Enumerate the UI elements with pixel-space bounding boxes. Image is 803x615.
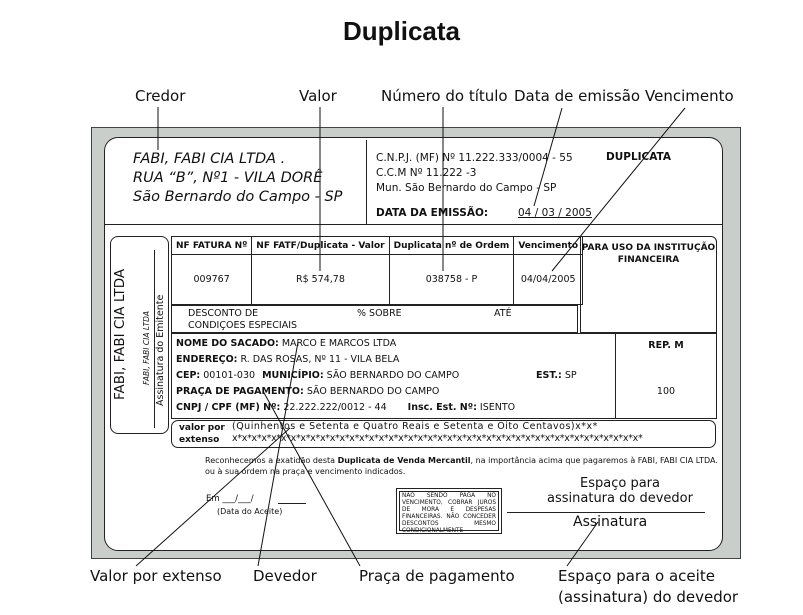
acceptance-statement-line1	[205, 455, 718, 466]
page-title: Duplicata	[342, 16, 461, 46]
emission-date-label: DATA DA EMISSÃO:	[376, 207, 489, 219]
callout-devedor: Devedor	[253, 567, 317, 585]
acceptance-date: Em ___/___/	[206, 494, 254, 504]
debtor-signature-space-line1: Espaço para	[580, 476, 660, 491]
callout-credor: Credor	[135, 87, 186, 105]
debtor-signature-space-line2: assinatura do devedor	[547, 491, 693, 506]
cell-ordem: 038758 - P	[389, 255, 514, 305]
callout-vencimento: Vencimento	[645, 87, 734, 105]
drawee-address: R. DAS ROSAS, Nº 11 - VILA BELA	[240, 354, 400, 365]
drawee-address-label: ENDEREÇO:	[176, 354, 238, 365]
state-value: SP	[564, 370, 577, 381]
cep-value: 00101-030	[203, 370, 256, 381]
municipality-line: Mun. São Bernardo do Campo - SP	[376, 182, 557, 194]
header-divider	[366, 140, 367, 224]
amount-in-words-label	[179, 422, 225, 446]
payment-place-value: SÃO BERNARDO DO CAMPO	[306, 386, 440, 397]
rep-label: REP. M	[648, 340, 684, 351]
creditor-city: São Bernardo do Campo - SP	[133, 189, 343, 205]
debtor-signature-line	[507, 512, 705, 513]
acceptance-date-label: (Data do Aceite)	[217, 507, 283, 516]
municipio-value: SÃO BERNARDO DO CAMPO	[326, 370, 460, 381]
state-line	[536, 370, 577, 381]
col-nf-fatura: NF FATURA Nº	[172, 237, 252, 255]
municipio-label: MUNICÍPIO:	[262, 370, 324, 381]
state-registration: ISENTO	[479, 402, 516, 413]
callout-numero-titulo: Número do título	[381, 87, 508, 105]
callout-valor-extenso: Valor por extenso	[90, 567, 222, 585]
col-ordem: Duplicata nº de Ordem	[389, 237, 514, 255]
acceptance-statement	[205, 455, 718, 477]
drawee-name-line	[176, 338, 396, 349]
cep-label: CEP:	[176, 370, 201, 381]
rep-value: 100	[656, 386, 676, 397]
cell-vencimento: 04/04/2005	[514, 255, 583, 305]
drawee-address-line	[176, 354, 399, 365]
acceptance-statement-line2: ou à sua ordem na praça e vencimento indicados.	[205, 467, 406, 476]
acceptance-text-a: Reconhecemos a exatidão desta	[205, 456, 338, 465]
amount-in-words: (Quinhentos e Setenta e Quatro Reais e Setenta e Oito Centavos)x*x*	[232, 421, 598, 432]
drawee-cnpj-line	[176, 402, 515, 413]
payment-place-line	[176, 386, 439, 397]
cnpj-line: C.N.P.J. (MF) Nº 11.222.333/0004 - 55	[376, 152, 573, 164]
state-registration-label: Insc. Est. Nº:	[407, 402, 477, 413]
side-company-name: FABI, FABI CIA LTDA	[112, 268, 128, 400]
callout-espaco-aceite-2: (assinatura) do devedor	[558, 588, 739, 606]
invoice-table	[171, 236, 583, 305]
creditor-address: RUA “B”, Nº1 - VILA DORÊ	[133, 170, 323, 186]
col-vencimento: Vencimento	[514, 237, 583, 255]
amount-in-words-label-1: valor por	[179, 423, 225, 433]
issuer-signature-label: Assinatura do Emitente	[155, 294, 166, 406]
financial-institution-label: PARA USO DA INSTITUÇÃO FINANCEIRA	[581, 243, 716, 265]
ccm-line: C.C.M Nº 11.222 -3	[376, 167, 477, 179]
discount-label	[188, 308, 297, 332]
discount-label-line1: DESCONTO DE	[188, 308, 259, 319]
drawee-cep-line	[176, 370, 459, 381]
debtor-signature-space	[540, 476, 700, 506]
drawee-cnpj: 22.222.222/0012 - 44	[283, 402, 387, 413]
signature-label: Assinatura	[573, 514, 648, 530]
table-row	[172, 255, 583, 305]
late-payment-text: NÃO SENDO PAGA NO VENCIMENTO, COBRAR JUROS DE MORA E DESPESAS FINANCEIRAS. NÃO CONCEDER DESCONTOS MESMO CONDICIONALMENTE	[399, 491, 499, 531]
issuer-signature: FABI, FABI CIA LTDA	[142, 311, 151, 385]
discount-label-line2: CONDIÇOES ESPECIAIS	[188, 320, 298, 331]
creditor-name: FABI, FABI CIA LTDA .	[133, 151, 286, 167]
amount-in-words-filler: x*x*x*x*x*x*x*x*x*x*x*x*x*x*x*x*x*x*x*x*x*x*x*x*x*x*x*x*x*x*x*x*x*x*x*x*x*x*x*x*x*x*	[232, 433, 643, 444]
acceptance-date-line	[278, 503, 306, 504]
header-bottom-line	[105, 224, 722, 225]
discount-percent-label: % SOBRE	[357, 308, 402, 319]
col-valor: NF FATF/Duplicata - Valor	[252, 237, 389, 255]
document-type: DUPLICATA	[606, 151, 672, 163]
creditor-block	[133, 150, 342, 207]
cell-nf-fatura: 009767	[172, 255, 252, 305]
callout-espaco-aceite: Espaço para o aceite	[558, 567, 715, 585]
discount-until-label: ATÉ	[494, 308, 512, 319]
drawee-cnpj-label: CNPJ / CPF (MF) Nº:	[176, 402, 281, 413]
cell-valor: R$ 574,78	[252, 255, 389, 305]
callout-praca-pagamento: Praça de pagamento	[359, 567, 515, 585]
amount-in-words-label-2: extenso	[179, 435, 220, 445]
issuer-registration	[376, 151, 573, 196]
emission-date-value: 04 / 03 / 2005	[518, 207, 592, 219]
callout-data-emissao: Data de emissão	[514, 87, 641, 105]
payment-place-label: PRAÇA DE PAGAMENTO:	[176, 386, 304, 397]
table-header-row	[172, 237, 583, 255]
drawee-name-label: NOME DO SACADO:	[176, 338, 279, 349]
state-label: EST.:	[536, 370, 562, 381]
callout-valor: Valor	[299, 87, 337, 105]
acceptance-text-c: , na importância acima que pagaremos à FABI, FABI CIA LTDA.	[470, 456, 718, 465]
acceptance-text-bold: Duplicata de Venda Mercantil	[337, 456, 471, 465]
drawee-name: MARCO E MARCOS LTDA	[281, 338, 397, 349]
